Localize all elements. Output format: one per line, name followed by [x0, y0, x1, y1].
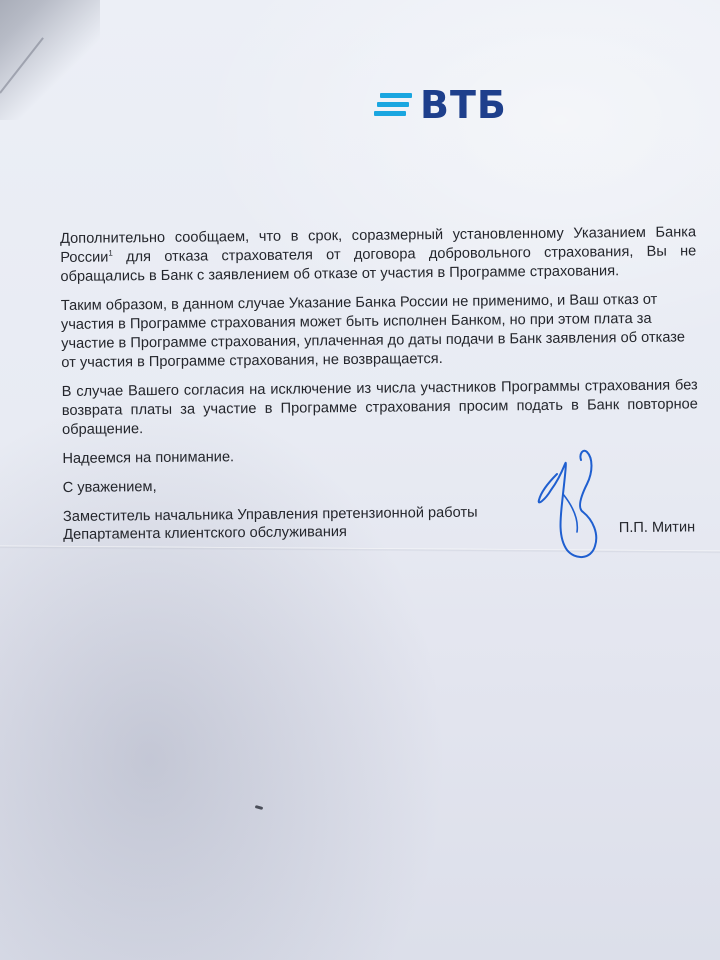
vtb-logo-text: ВТБ — [420, 83, 507, 127]
paragraph-3: В случае Вашего согласия на исключение из числа участников Программы страхования без возврата платы за участие в Программе страхования просим подать в Банк повторное обращение. — [61, 377, 698, 438]
paragraph-1 — [60, 223, 697, 287]
paragraph-1-start: Дополнительно сообщаем, что в срок, соразмерный установленному Указанием Банка России — [60, 224, 697, 266]
closing-greeting: С уважением, — [62, 479, 157, 496]
vtb-stripes-icon — [374, 93, 414, 117]
signer-position — [63, 503, 523, 544]
vtb-logo — [374, 83, 507, 127]
paragraph-4: Надеемся на понимание. — [62, 449, 235, 467]
paper-speck — [255, 805, 264, 810]
signer-position-line-1: Заместитель начальника Управления претензионной работы — [62, 504, 478, 525]
paragraph-2: Таким образом, в данном случае Указание Банка России не применимо, и Ваш отказ от участия в Программе страхования может быть исполнен Банком, но при этом плата за участие в Программе страхования, уплаченная до даты подачи в Банк заявления об отказе от участия в Программе страхования, не возвращается. — [60, 291, 685, 371]
footnote-mark: 1 — [108, 248, 113, 258]
signer-position-line-2: Департамента клиентского обслуживания — [63, 524, 347, 543]
paragraph-1-end: для отказа страхователя от договора добровольного страхования, Вы не обращались в Банк с заявлением об отказе от участия в Программе страхования. — [60, 243, 697, 285]
signer-name: П.П. Митин — [618, 519, 696, 537]
page-corner-shadow — [0, 0, 100, 120]
handwritten-signature — [527, 434, 617, 564]
